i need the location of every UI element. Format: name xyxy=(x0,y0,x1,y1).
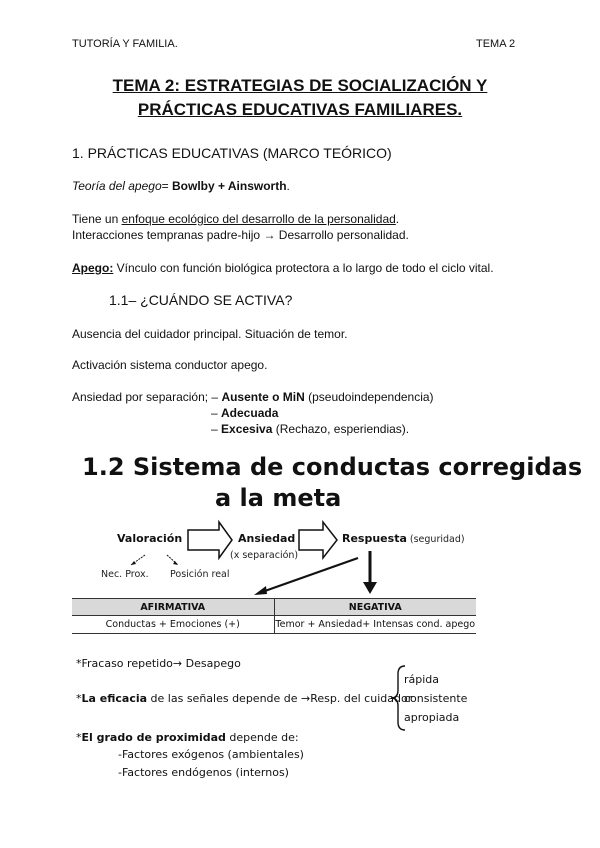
anxiety-line: – Excesiva (Rechazo, esperiendias). xyxy=(211,422,410,436)
table-cell: Temor + Ansiedad+ Intensas cond. apego xyxy=(274,616,476,634)
header-left: TUTORÍA Y FAMILIA. xyxy=(72,38,178,50)
response-table xyxy=(72,598,476,634)
apego-authors: Bowlby + Ainsworth xyxy=(171,179,287,193)
apego-theory-line: Teoría del apego= Bowlby + Ainsworth. xyxy=(72,179,290,193)
table-header: NEGATIVA xyxy=(274,599,476,616)
note-line: *El grado de proximidad depende de: xyxy=(76,731,299,744)
paragraph-line: Ausencia del cuidador principal. Situación de temor. xyxy=(72,327,348,341)
note-line: *La eficacia de las señales depende de →Resp. del cuidador xyxy=(76,692,413,705)
underlined-text: enfoque ecológico del desarrollo de la personalidad xyxy=(121,212,396,226)
flow-respuesta: Respuesta (seguridad) xyxy=(342,532,465,545)
brace-item: apropiada xyxy=(404,711,460,724)
table-row xyxy=(72,616,476,634)
definition-line: Apego: Vínculo con función biológica protectora a lo largo de todo el ciclo vital. xyxy=(72,261,494,275)
paragraph-line: Tiene un enfoque ecológico del desarrollo de la personalidad. xyxy=(72,212,400,226)
table-header: AFIRMATIVA xyxy=(72,599,274,616)
anxiety-line: – Adecuada xyxy=(211,406,279,420)
paragraph-line: Interacciones tempranas padre-hijo → Desarrollo personalidad. xyxy=(72,228,409,242)
factor-line: -Factores endógenos (internos) xyxy=(118,766,289,779)
flow-valoracion: Valoración xyxy=(117,532,183,545)
flow-ansiedad: Ansiedad xyxy=(238,532,296,545)
flow-arrow-1 xyxy=(188,522,232,558)
paragraph-line: Activación sistema conductor apego. xyxy=(72,358,268,372)
brace-item: rápida xyxy=(404,673,440,686)
figure-title-line1: 1.2 Sistema de conductas corregidas xyxy=(82,453,583,481)
page-title-line2: PRÁCTICAS EDUCATIVAS FAMILIARES. xyxy=(137,100,463,119)
table-cell: Conductas + Emociones (+) xyxy=(72,616,274,634)
brace-item: consistente xyxy=(404,692,468,705)
header-right: TEMA 2 xyxy=(476,38,516,50)
flow-posicion-real: Posición real xyxy=(170,569,230,580)
arrow-to-afirmativa xyxy=(262,558,358,592)
note-line: *Fracaso repetido→ Desapego xyxy=(76,657,241,670)
table-header-row xyxy=(72,599,476,616)
anxiety-line: Ansiedad por separación; – Ausente o MiN (pseudoindependencia) xyxy=(72,390,434,404)
flow-arrow-2 xyxy=(299,522,337,558)
apego-label: Teoría del apego xyxy=(72,179,162,193)
section-heading: 1. PRÁCTICAS EDUCATIVAS (MARCO TEÓRICO) xyxy=(72,145,392,161)
flow-x-separacion: (x separación) xyxy=(230,550,299,561)
factor-line: -Factores exógenos (ambientales) xyxy=(118,748,304,761)
flow-nec-prox: Nec. Prox. xyxy=(101,569,149,580)
subsection-heading: 1.1– ¿CUÁNDO SE ACTIVA? xyxy=(109,292,293,308)
page-title-line1: TEMA 2: ESTRATEGIAS DE SOCIALIZACIÓN Y xyxy=(112,76,488,95)
definition-term: Apego: xyxy=(72,261,114,275)
figure-title-line2: a la meta xyxy=(215,484,342,512)
